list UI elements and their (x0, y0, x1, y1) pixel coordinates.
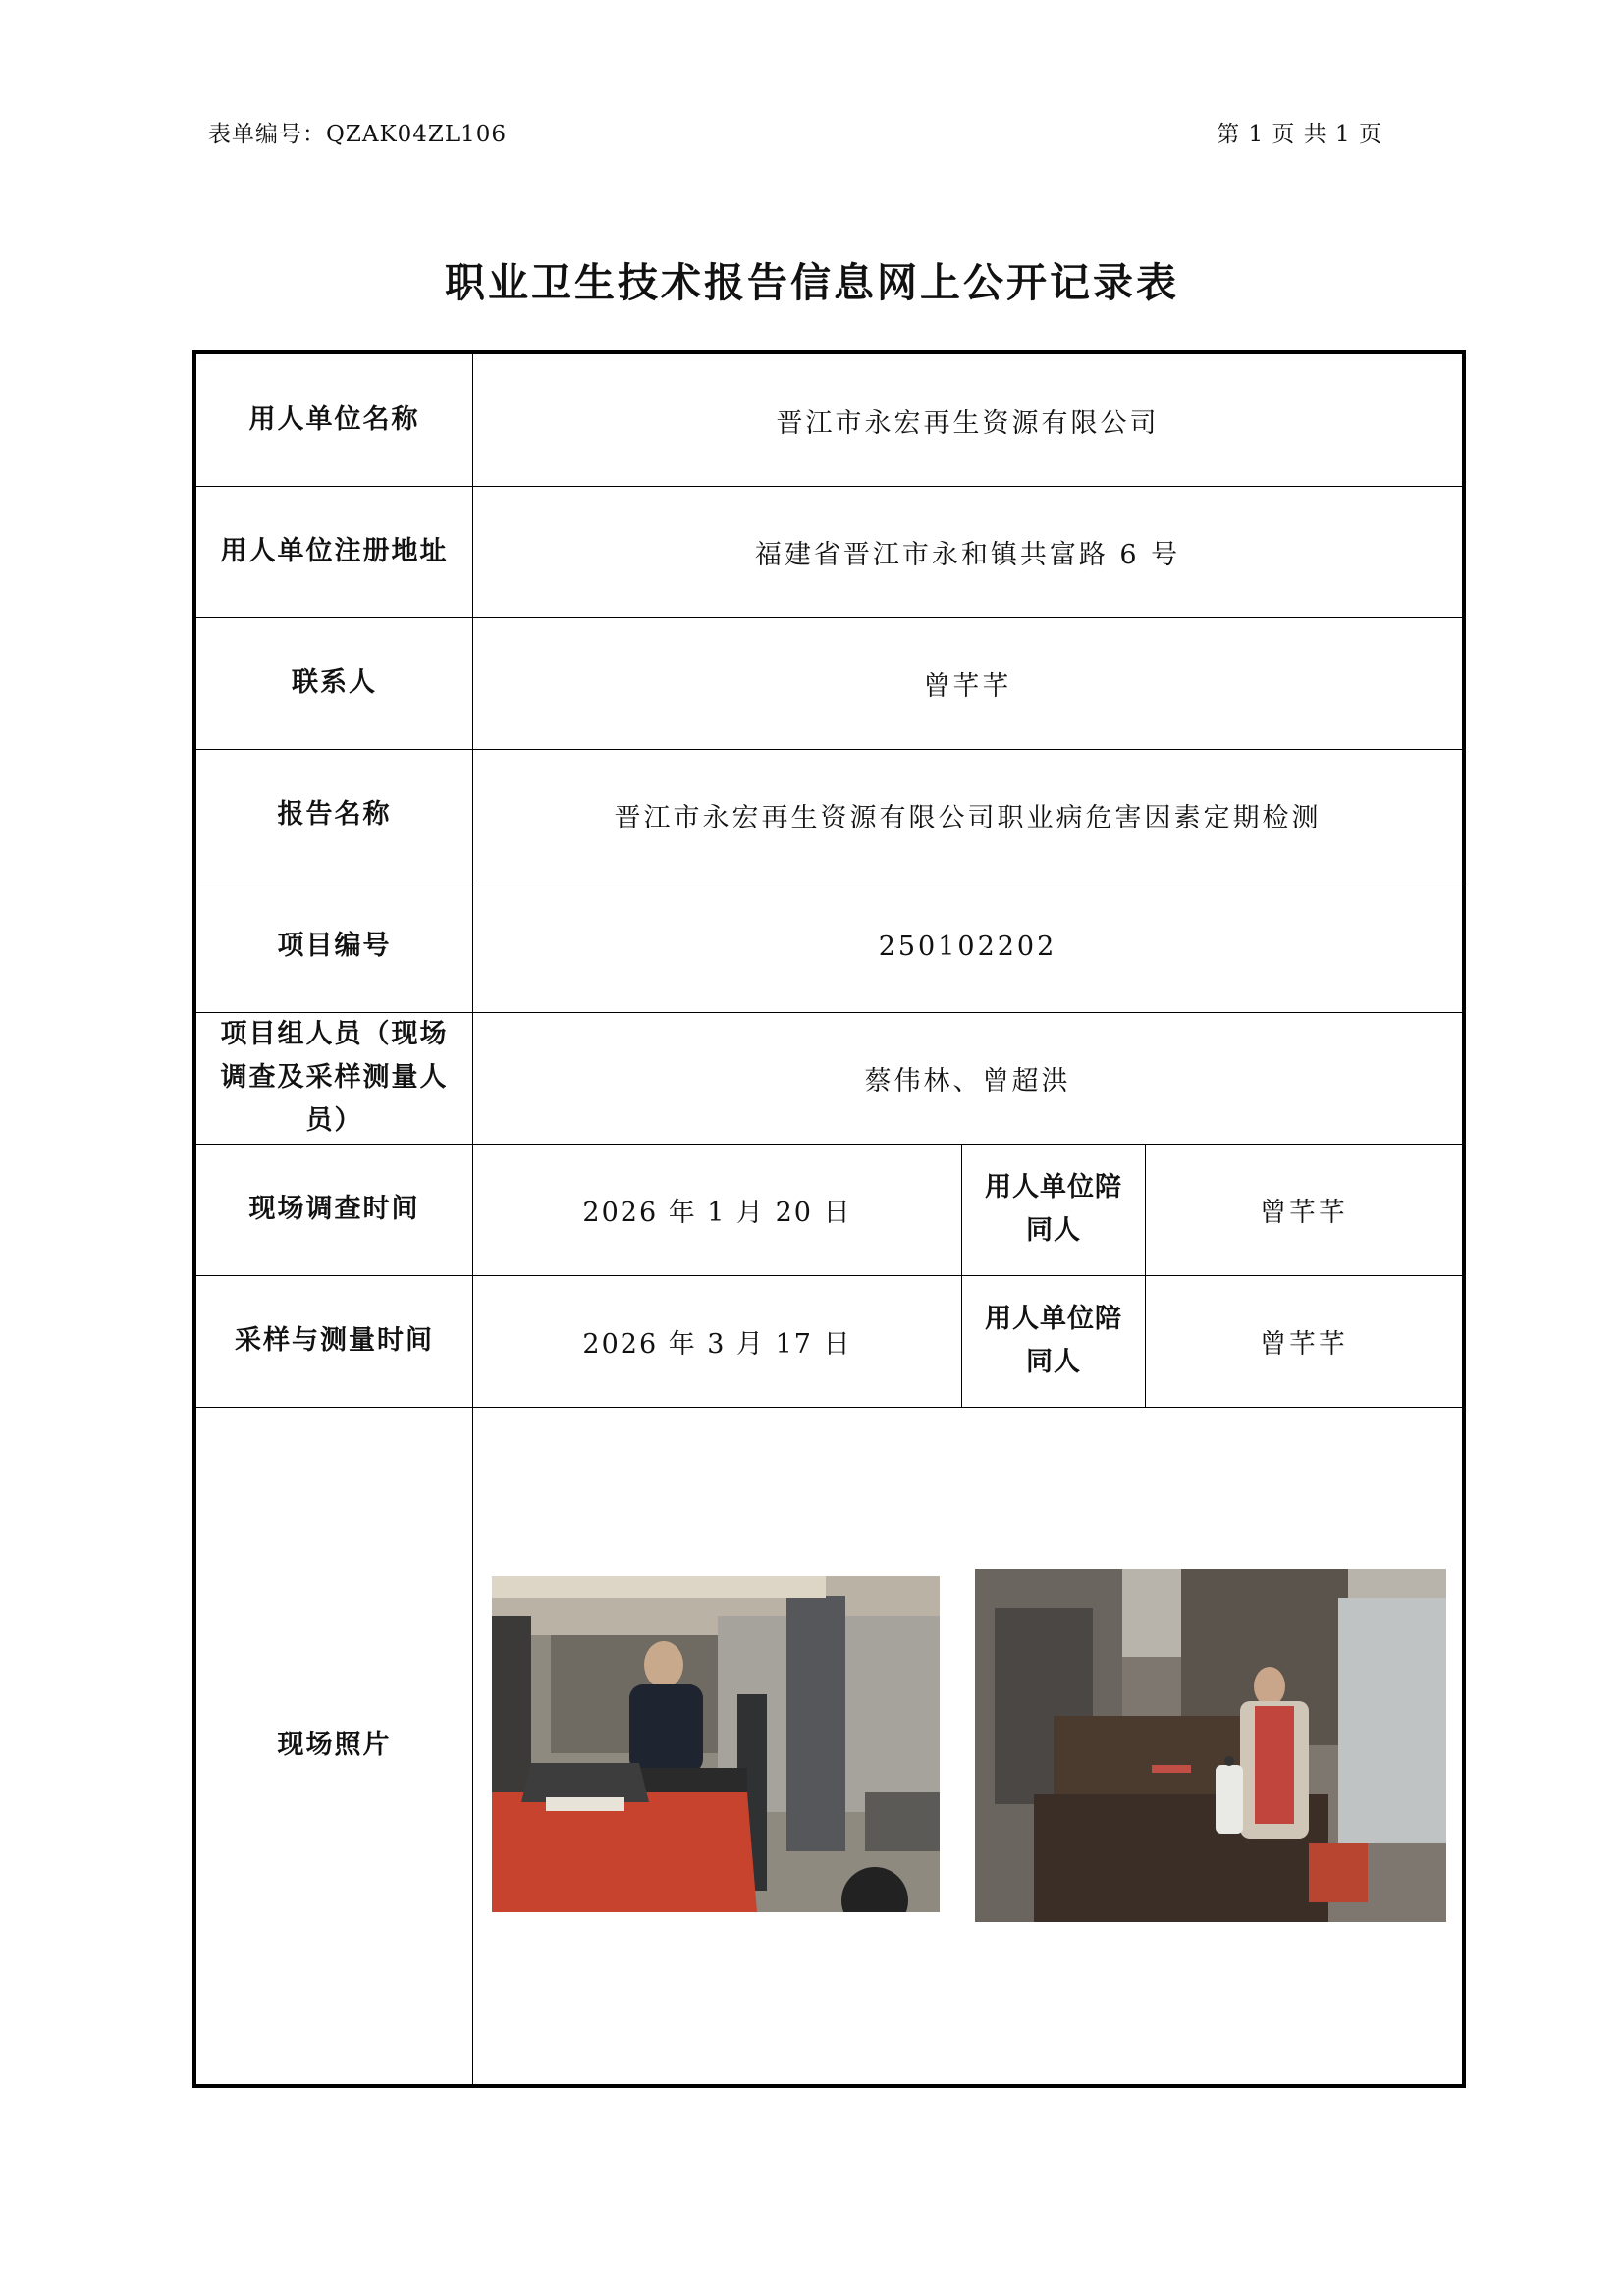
company-name-value: 晋江市永宏再生资源有限公司 (776, 407, 1160, 439)
row-team (196, 1012, 1462, 1145)
row-project-no (196, 881, 1462, 1013)
sampling-escort-label: 用人单位陪同人 (962, 1275, 1146, 1407)
row-company-name (196, 354, 1462, 487)
survey-time-label: 现场调查时间 (196, 1144, 473, 1275)
row-address (196, 486, 1462, 618)
site-photo-measurement (975, 1569, 1446, 1922)
sampling-time-label: 采样与测量时间 (196, 1275, 473, 1407)
sampling-escort-value: 曾芊芊 (1260, 1328, 1348, 1360)
team-value: 蔡伟林、曾超洪 (864, 1065, 1071, 1096)
report-name-label: 报告名称 (196, 749, 473, 881)
survey-date-value: 2026 年 1 月 20 日 (473, 1144, 962, 1275)
page-title: 职业卫生技术报告信息网上公开记录表 (445, 259, 1179, 306)
contact-label: 联系人 (196, 617, 473, 749)
photos-area (473, 1407, 1462, 2084)
photos-label: 现场照片 (196, 1407, 473, 2084)
team-label: 项目组人员（现场调查及采样测量人员） (196, 1012, 473, 1144)
address-value: 福建省晋江市永和镇共富路 6 号 (754, 539, 1181, 570)
page-info: 第 1 页 共 1 页 (1217, 122, 1382, 147)
report-name-value: 晋江市永宏再生资源有限公司职业病危害因素定期检测 (614, 802, 1322, 833)
row-photos (196, 1407, 1462, 2084)
address-label: 用人单位注册地址 (196, 486, 473, 617)
row-sampling (196, 1275, 1462, 1408)
measurement-photo-image (975, 1569, 1446, 1922)
site-photo-forklift (492, 1576, 940, 1912)
company-name-label: 用人单位名称 (196, 354, 473, 486)
row-report-name (196, 749, 1462, 881)
project-no-label: 项目编号 (196, 881, 473, 1012)
record-table (192, 350, 1466, 2088)
form-number: 表单编号：QZAK04ZL106 (208, 122, 508, 147)
forklift-photo-image (492, 1576, 940, 1912)
row-contact (196, 617, 1462, 750)
project-no-value: 250102202 (878, 931, 1057, 962)
survey-escort-value: 曾芊芊 (1260, 1197, 1348, 1228)
survey-escort-label: 用人单位陪同人 (962, 1144, 1146, 1275)
contact-value: 曾芊芊 (923, 670, 1012, 702)
row-survey (196, 1144, 1462, 1276)
sampling-date-value: 2026 年 3 月 17 日 (473, 1275, 962, 1407)
